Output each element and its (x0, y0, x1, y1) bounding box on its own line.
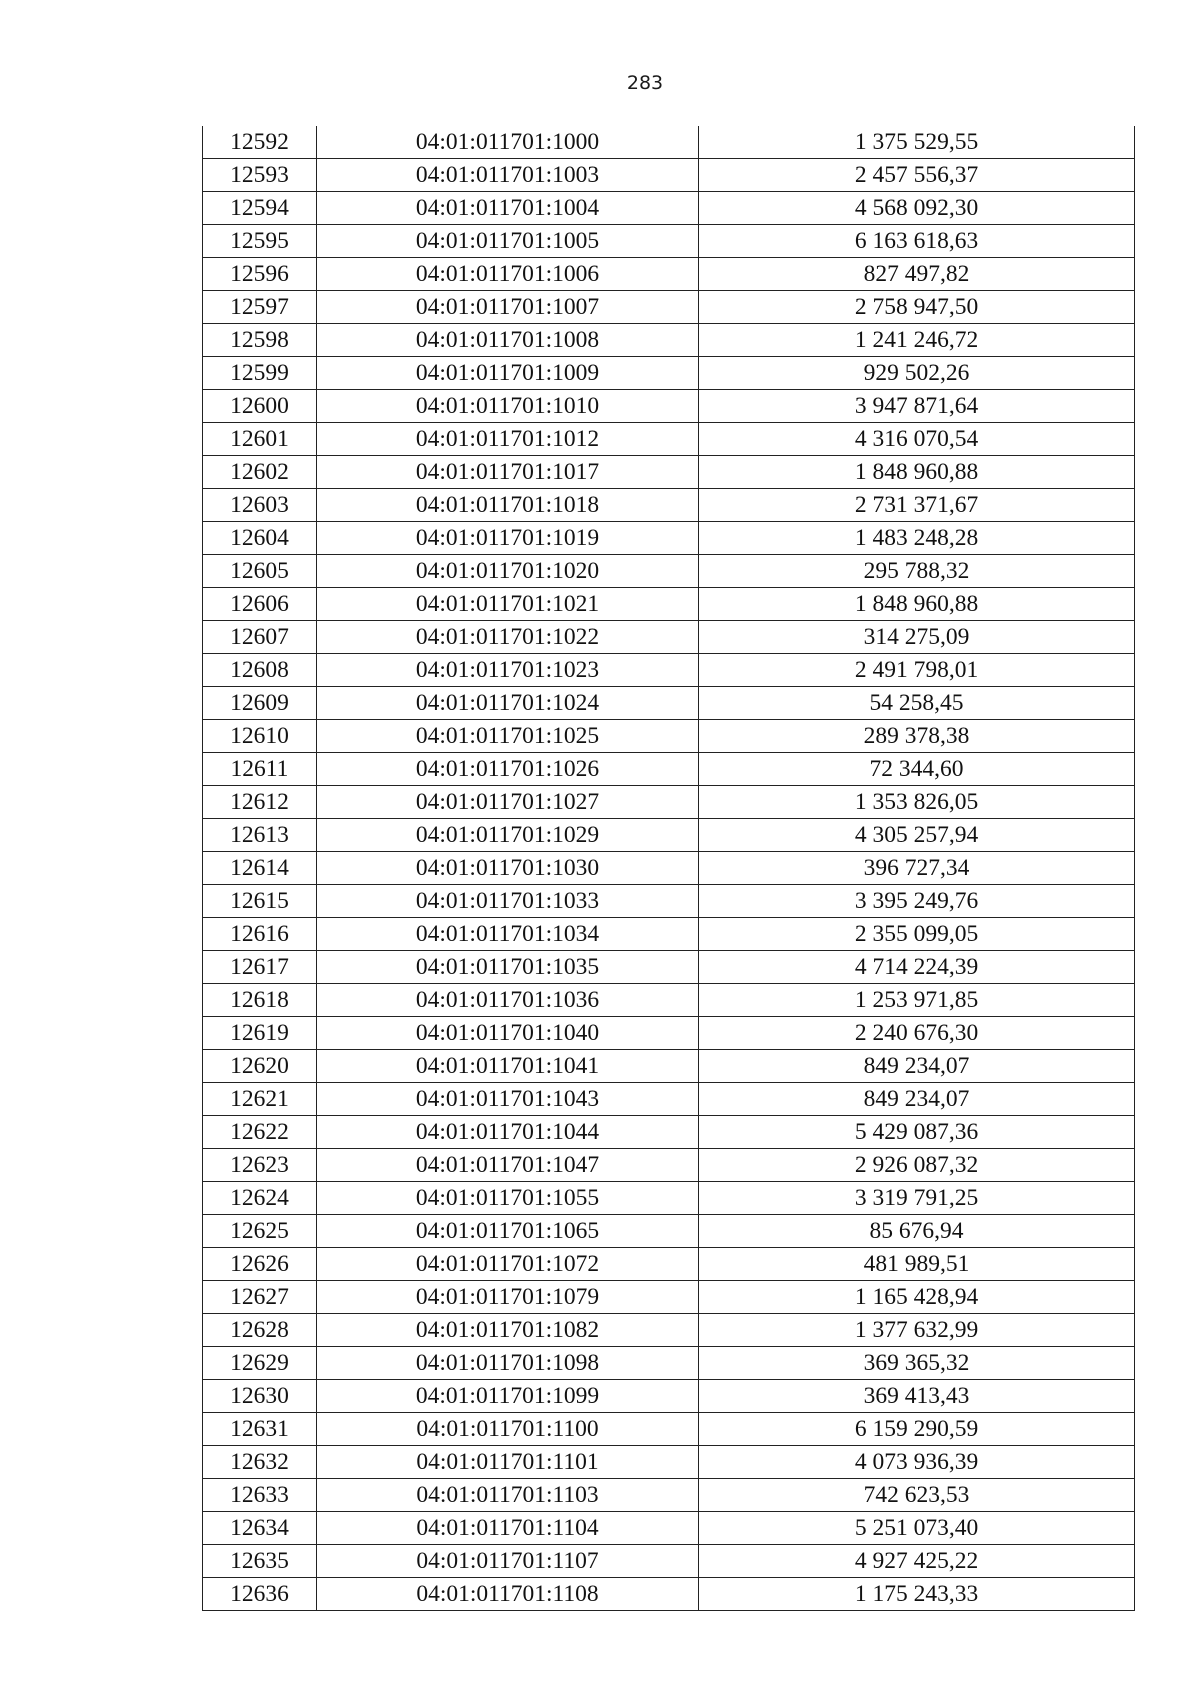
cadastral-number-cell: 04:01:011701:1079 (317, 1281, 699, 1314)
row-number-cell: 12620 (203, 1050, 317, 1083)
row-number-cell: 12606 (203, 588, 317, 621)
cadastral-number-cell: 04:01:011701:1029 (317, 819, 699, 852)
cadastral-value-cell: 314 275,09 (699, 621, 1135, 654)
cadastral-value-cell: 929 502,26 (699, 357, 1135, 390)
table-row (203, 1314, 1135, 1347)
cadastral-number-cell: 04:01:011701:1040 (317, 1017, 699, 1050)
cadastral-value-cell: 72 344,60 (699, 753, 1135, 786)
row-number-cell: 12623 (203, 1149, 317, 1182)
cadastral-value-cell: 3 319 791,25 (699, 1182, 1135, 1215)
cadastral-value-cell: 2 758 947,50 (699, 291, 1135, 324)
cadastral-number-cell: 04:01:011701:1101 (317, 1446, 699, 1479)
cadastral-value-cell: 1 165 428,94 (699, 1281, 1135, 1314)
cadastral-number-cell: 04:01:011701:1010 (317, 390, 699, 423)
row-number-cell: 12617 (203, 951, 317, 984)
row-number-cell: 12627 (203, 1281, 317, 1314)
cadastral-number-cell: 04:01:011701:1012 (317, 423, 699, 456)
cadastral-number-cell: 04:01:011701:1047 (317, 1149, 699, 1182)
table-row (203, 1116, 1135, 1149)
cadastral-value-cell: 1 848 960,88 (699, 588, 1135, 621)
cadastral-number-cell: 04:01:011701:1041 (317, 1050, 699, 1083)
cadastral-number-cell: 04:01:011701:1043 (317, 1083, 699, 1116)
cadastral-value-cell: 54 258,45 (699, 687, 1135, 720)
row-number-cell: 12614 (203, 852, 317, 885)
cadastral-value-cell: 5 429 087,36 (699, 1116, 1135, 1149)
table-row (203, 654, 1135, 687)
cadastral-number-cell: 04:01:011701:1098 (317, 1347, 699, 1380)
table-row (203, 852, 1135, 885)
table-row (203, 423, 1135, 456)
table-row (203, 1578, 1135, 1611)
table-row (203, 522, 1135, 555)
table-row (203, 489, 1135, 522)
cadastral-value-cell: 6 159 290,59 (699, 1413, 1135, 1446)
cadastral-number-cell: 04:01:011701:1025 (317, 720, 699, 753)
table-row (203, 1050, 1135, 1083)
table-row (203, 324, 1135, 357)
row-number-cell: 12598 (203, 324, 317, 357)
row-number-cell: 12613 (203, 819, 317, 852)
row-number-cell: 12611 (203, 753, 317, 786)
table-row (203, 1380, 1135, 1413)
cadastral-value-cell: 849 234,07 (699, 1083, 1135, 1116)
table-body (203, 126, 1135, 1611)
cadastral-number-cell: 04:01:011701:1108 (317, 1578, 699, 1611)
row-number-cell: 12616 (203, 918, 317, 951)
table-row (203, 555, 1135, 588)
cadastral-number-cell: 04:01:011701:1055 (317, 1182, 699, 1215)
cadastral-number-cell: 04:01:011701:1044 (317, 1116, 699, 1149)
cadastral-value-cell: 295 788,32 (699, 555, 1135, 588)
table-row (203, 1413, 1135, 1446)
row-number-cell: 12621 (203, 1083, 317, 1116)
row-number-cell: 12615 (203, 885, 317, 918)
cadastral-value-cell: 2 731 371,67 (699, 489, 1135, 522)
row-number-cell: 12593 (203, 159, 317, 192)
cadastral-number-cell: 04:01:011701:1082 (317, 1314, 699, 1347)
cadastral-value-table (202, 126, 1135, 1611)
table-row (203, 687, 1135, 720)
table-row (203, 1248, 1135, 1281)
row-number-cell: 12603 (203, 489, 317, 522)
row-number-cell: 12605 (203, 555, 317, 588)
cadastral-value-cell: 742 623,53 (699, 1479, 1135, 1512)
table-row (203, 1347, 1135, 1380)
cadastral-number-cell: 04:01:011701:1033 (317, 885, 699, 918)
row-number-cell: 12594 (203, 192, 317, 225)
cadastral-number-cell: 04:01:011701:1100 (317, 1413, 699, 1446)
table-row (203, 1545, 1135, 1578)
cadastral-number-cell: 04:01:011701:1006 (317, 258, 699, 291)
cadastral-number-cell: 04:01:011701:1004 (317, 192, 699, 225)
row-number-cell: 12608 (203, 654, 317, 687)
cadastral-value-cell: 1 353 826,05 (699, 786, 1135, 819)
table-row (203, 390, 1135, 423)
cadastral-value-cell: 1 375 529,55 (699, 126, 1135, 159)
row-number-cell: 12600 (203, 390, 317, 423)
cadastral-number-cell: 04:01:011701:1036 (317, 984, 699, 1017)
row-number-cell: 12632 (203, 1446, 317, 1479)
cadastral-number-cell: 04:01:011701:1065 (317, 1215, 699, 1248)
table-row (203, 1182, 1135, 1215)
cadastral-value-cell: 369 365,32 (699, 1347, 1135, 1380)
row-number-cell: 12631 (203, 1413, 317, 1446)
table-row (203, 1017, 1135, 1050)
cadastral-number-cell: 04:01:011701:1003 (317, 159, 699, 192)
row-number-cell: 12628 (203, 1314, 317, 1347)
row-number-cell: 12604 (203, 522, 317, 555)
table-row (203, 1149, 1135, 1182)
table-row (203, 918, 1135, 951)
cadastral-value-cell: 3 947 871,64 (699, 390, 1135, 423)
table-row (203, 885, 1135, 918)
cadastral-value-cell: 827 497,82 (699, 258, 1135, 291)
cadastral-value-cell: 289 378,38 (699, 720, 1135, 753)
row-number-cell: 12612 (203, 786, 317, 819)
table-row (203, 588, 1135, 621)
table-row (203, 951, 1135, 984)
cadastral-number-cell: 04:01:011701:1023 (317, 654, 699, 687)
table-row (203, 1083, 1135, 1116)
table-row (203, 720, 1135, 753)
cadastral-number-cell: 04:01:011701:1027 (317, 786, 699, 819)
cadastral-number-cell: 04:01:011701:1072 (317, 1248, 699, 1281)
cadastral-number-cell: 04:01:011701:1005 (317, 225, 699, 258)
row-number-cell: 12624 (203, 1182, 317, 1215)
table-row (203, 225, 1135, 258)
table-row (203, 159, 1135, 192)
cadastral-value-cell: 3 395 249,76 (699, 885, 1135, 918)
cadastral-number-cell: 04:01:011701:1021 (317, 588, 699, 621)
cadastral-value-cell: 4 568 092,30 (699, 192, 1135, 225)
cadastral-value-cell: 1 483 248,28 (699, 522, 1135, 555)
row-number-cell: 12633 (203, 1479, 317, 1512)
cadastral-number-cell: 04:01:011701:1107 (317, 1545, 699, 1578)
cadastral-value-cell: 396 727,34 (699, 852, 1135, 885)
row-number-cell: 12601 (203, 423, 317, 456)
cadastral-value-cell: 5 251 073,40 (699, 1512, 1135, 1545)
cadastral-value-cell: 2 355 099,05 (699, 918, 1135, 951)
cadastral-value-cell: 2 926 087,32 (699, 1149, 1135, 1182)
cadastral-number-cell: 04:01:011701:1007 (317, 291, 699, 324)
cadastral-number-cell: 04:01:011701:1018 (317, 489, 699, 522)
row-number-cell: 12599 (203, 357, 317, 390)
cadastral-value-cell: 1 848 960,88 (699, 456, 1135, 489)
row-number-cell: 12595 (203, 225, 317, 258)
table-row (203, 984, 1135, 1017)
cadastral-number-cell: 04:01:011701:1000 (317, 126, 699, 159)
table-row (203, 1215, 1135, 1248)
row-number-cell: 12630 (203, 1380, 317, 1413)
cadastral-number-cell: 04:01:011701:1034 (317, 918, 699, 951)
row-number-cell: 12626 (203, 1248, 317, 1281)
cadastral-number-cell: 04:01:011701:1009 (317, 357, 699, 390)
cadastral-value-cell: 2 457 556,37 (699, 159, 1135, 192)
cadastral-number-cell: 04:01:011701:1019 (317, 522, 699, 555)
cadastral-value-cell: 1 241 246,72 (699, 324, 1135, 357)
table-row (203, 753, 1135, 786)
cadastral-value-cell: 1 253 971,85 (699, 984, 1135, 1017)
cadastral-value-cell: 481 989,51 (699, 1248, 1135, 1281)
page-number: 283 (626, 72, 664, 94)
row-number-cell: 12592 (203, 126, 317, 159)
table-row (203, 819, 1135, 852)
cadastral-value-cell: 4 073 936,39 (699, 1446, 1135, 1479)
cadastral-number-cell: 04:01:011701:1008 (317, 324, 699, 357)
row-number-cell: 12610 (203, 720, 317, 753)
cadastral-value-cell: 4 927 425,22 (699, 1545, 1135, 1578)
row-number-cell: 12625 (203, 1215, 317, 1248)
cadastral-number-cell: 04:01:011701:1026 (317, 753, 699, 786)
row-number-cell: 12607 (203, 621, 317, 654)
cadastral-number-cell: 04:01:011701:1103 (317, 1479, 699, 1512)
cadastral-number-cell: 04:01:011701:1030 (317, 852, 699, 885)
cadastral-value-cell: 849 234,07 (699, 1050, 1135, 1083)
cadastral-number-cell: 04:01:011701:1024 (317, 687, 699, 720)
row-number-cell: 12596 (203, 258, 317, 291)
cadastral-value-cell: 1 377 632,99 (699, 1314, 1135, 1347)
row-number-cell: 12634 (203, 1512, 317, 1545)
cadastral-number-cell: 04:01:011701:1035 (317, 951, 699, 984)
cadastral-number-cell: 04:01:011701:1104 (317, 1512, 699, 1545)
cadastral-value-cell: 2 240 676,30 (699, 1017, 1135, 1050)
cadastral-value-cell: 369 413,43 (699, 1380, 1135, 1413)
table-row (203, 192, 1135, 225)
table-row (203, 291, 1135, 324)
cadastral-number-cell: 04:01:011701:1099 (317, 1380, 699, 1413)
table-row (203, 456, 1135, 489)
row-number-cell: 12635 (203, 1545, 317, 1578)
table-row (203, 126, 1135, 159)
cadastral-value-cell: 1 175 243,33 (699, 1578, 1135, 1611)
row-number-cell: 12597 (203, 291, 317, 324)
row-number-cell: 12622 (203, 1116, 317, 1149)
cadastral-number-cell: 04:01:011701:1017 (317, 456, 699, 489)
row-number-cell: 12618 (203, 984, 317, 1017)
table-row (203, 258, 1135, 291)
row-number-cell: 12629 (203, 1347, 317, 1380)
cadastral-value-cell: 2 491 798,01 (699, 654, 1135, 687)
row-number-cell: 12636 (203, 1578, 317, 1611)
table-row (203, 621, 1135, 654)
row-number-cell: 12619 (203, 1017, 317, 1050)
table-row (203, 1512, 1135, 1545)
table-row (203, 1446, 1135, 1479)
cadastral-number-cell: 04:01:011701:1022 (317, 621, 699, 654)
cadastral-value-cell: 6 163 618,63 (699, 225, 1135, 258)
cadastral-value-cell: 4 305 257,94 (699, 819, 1135, 852)
cadastral-value-cell: 4 714 224,39 (699, 951, 1135, 984)
table-row (203, 1281, 1135, 1314)
row-number-cell: 12609 (203, 687, 317, 720)
cadastral-number-cell: 04:01:011701:1020 (317, 555, 699, 588)
cadastral-value-cell: 4 316 070,54 (699, 423, 1135, 456)
table-row (203, 786, 1135, 819)
table-row (203, 357, 1135, 390)
table-row (203, 1479, 1135, 1512)
row-number-cell: 12602 (203, 456, 317, 489)
cadastral-value-cell: 85 676,94 (699, 1215, 1135, 1248)
